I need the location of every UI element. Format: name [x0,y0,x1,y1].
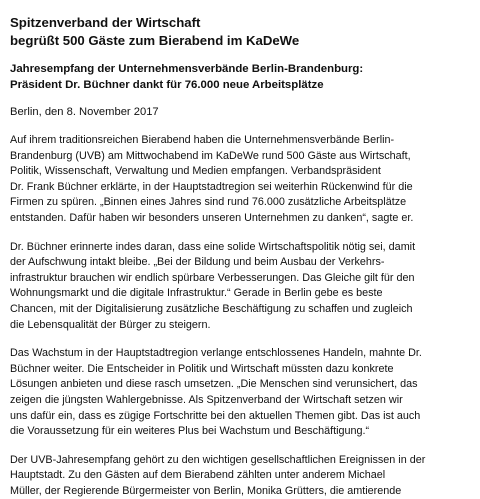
paragraph-3 [10,346,474,440]
headline-line-2: begrüßt 500 Gäste zum Bierabend im KaDeWe [10,33,300,48]
paragraph-line: Das Wachstum in der Hauptstadtregion verlange entschlossenes Handeln, mahnte Dr. [10,347,422,360]
paragraph-line: Dr. Büchner erinnerte indes daran, dass eine solide Wirtschaftspolitik nötig sei, damit [10,240,416,253]
paragraph-line: die Lebensqualität der Bürger zu steigern. [10,318,211,331]
paragraph-line: Brandenburg (UVB) am Mittwochabend im KaDeWe rund 500 Gäste aus Wirtschaft, [10,149,411,162]
paragraph-line: der Aufschwung intakt bleibe. „Bei der Bildung und beim Ausbau der Verkehrs- [10,256,385,269]
paragraph-line: die Voraussetzung für ein weiteres Plus bei Wachstum und Beschäftigung.“ [10,425,370,438]
paragraph-line: Lösungen anbieten und diese rasch umsetzen. „Die Menschen sind verunsichert, das [10,378,418,391]
paragraph-line: uns dafür ein, dass es zügige Fortschritte bei den aktuellen Themen gibt. Das ist auch [10,409,421,422]
paragraph-line: Büchner weiter. Die Entscheider in Politik und Wirtschaft müssten dazu konkrete [10,362,394,375]
paragraph-line: Firmen zu spüren. „Binnen eines Jahres sind rund 76.000 zusätzliche Arbeitsplätze [10,196,407,209]
paragraph-line: Der UVB-Jahresempfang gehört zu den wichtigen gesellschaftlichen Ereignissen in der [10,453,426,466]
paragraph-1 [10,133,474,227]
press-release [10,14,474,499]
paragraph-line: infrastruktur brauchen wir endlich spürbare Verbesserungen. Das Gleiche gilt für den [10,271,415,284]
paragraph-2 [10,240,474,334]
headline [10,14,474,50]
paragraph-line: Wohnungsmarkt und die digitale Infrastruktur.“ Gerade in Berlin gebe es beste [10,287,383,300]
paragraph-line: entstanden. Dafür haben wir besonders unseren Unternehmen zu danken“, sagte er. [10,211,414,224]
paragraph-line: Politik, Wissenschaft, Verwaltung und Medien empfangen. Verbandspräsident [10,165,381,178]
paragraph-line: Chancen, mit der Digitalisierung zusätzliche Beschäftigung zu schaffen und zugleich [10,302,413,315]
subheadline-line-2: Präsident Dr. Büchner dankt für 76.000 neue Arbeitsplätze [10,79,324,91]
subheadline-line-1: Jahresempfang der Unternehmensverbände Berlin-Brandenburg: [10,63,364,75]
subheadline [10,61,474,93]
paragraph-line: Müller, der Regierende Bürgermeister von Berlin, Monika Grütters, die amtierende [10,484,402,497]
paragraph-line: zeigen die jüngsten Wahlergebnisse. Als Spitzenverband der Wirtschaft setzen wir [10,393,403,406]
paragraph-line: Auf ihrem traditionsreichen Bierabend haben die Unternehmensverbände Berlin- [10,134,395,146]
paragraph-4 [10,453,474,499]
headline-line-1: Spitzenverband der Wirtschaft [10,15,201,30]
paragraph-line: Hauptstadt. Zu den Gästen auf dem Bierabend zählten unter anderem Michael [10,469,386,482]
paragraph-line: Dr. Frank Büchner erklärte, in der Hauptstadtregion sei weiterhin Rückenwind für die [10,180,413,193]
dateline: Berlin, den 8. November 2017 [10,106,159,118]
